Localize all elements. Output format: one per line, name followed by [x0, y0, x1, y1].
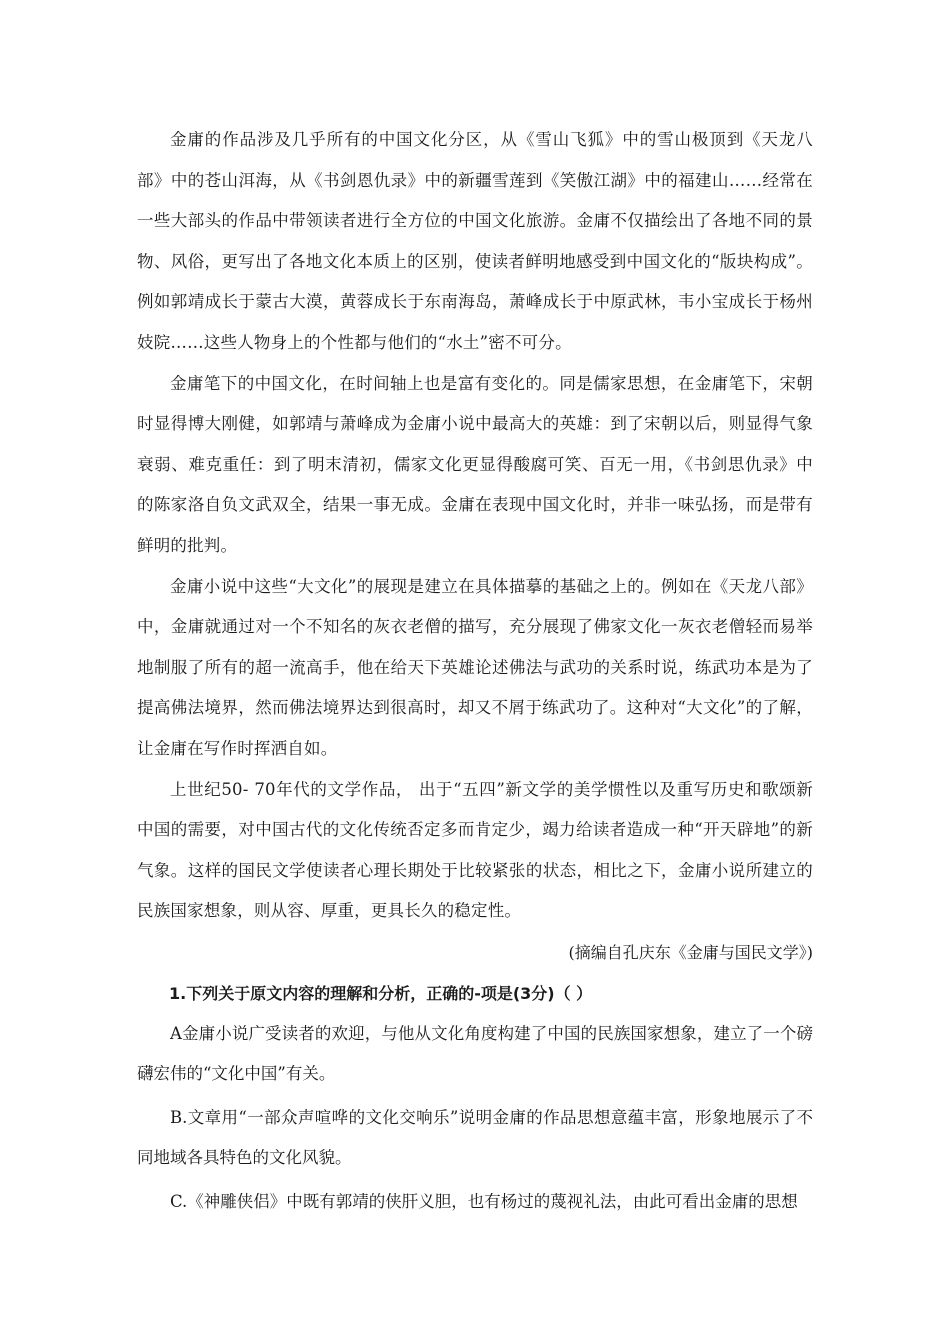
question-option-b: B.文章用“一部众声喧哗的文化交响乐”说明金庸的作品思想意蕴丰富，形象地展示了不同地域各具特色的文化风貌。 [137, 1107, 813, 1167]
document-content [137, 120, 813, 1226]
passage-paragraph-1: 金庸的作品涉及几乎所有的中国文化分区，从《雪山飞狐》中的雪山极顶到《天龙八部》中的苍山洱海，从《书剑恩仇录》中的新疆雪莲到《笑傲江湖》中的福建山……经常在一些大部头的作品中带领读者进行全方位的中国文化旅游。金庸不仅描绘出了各地不同的景物、风俗，更写出了各地文化本质上的区别，使读者鲜明地感受到中国文化的“版块构成”。例如郭靖成长于蒙古大漠，黄蓉成长于东南海岛，萧峰成长于中原武林，韦小宝成长于杨州妓院……这些人物身上的个性都与他们的“水土”密不可分。 [137, 130, 813, 352]
question-option-a: A金庸小说广受读者的欢迎，与他从文化角度构建了中国的民族国家想象，建立了一个磅礴宏伟的“文化中国”有关。 [137, 1023, 813, 1083]
passage-paragraph-2: 金庸笔下的中国文化，在时间轴上也是富有变化的。同是儒家思想，在金庸笔下，宋朝时显得博大刚健，如郭靖与萧峰成为金庸小说中最高大的英雄：到了宋朝以后，则显得气象衰弱、难克重任：到了明末清初，儒家文化更显得酸腐可笑、百无一用，《书剑思仇录》中的陈家洛自负文武双全，结果一事无成。金庸在表现中国文化时，并非一味弘扬，而是带有鲜明的批判。 [137, 373, 813, 555]
passage-source: (摘编自孔庆东《金庸与国民文学》) [568, 942, 813, 962]
question-option-c: C.《神雕侠侣》中既有郭靖的侠肝义胆，也有杨过的蔑视礼法，由此可看出金庸的思想 [170, 1191, 798, 1211]
question-stem: 1.下列关于原文内容的理解和分析，正确的-项是(3分)（ ） [169, 983, 593, 1003]
passage-paragraph-3: 金庸小说中这些“大文化”的展现是建立在具体描摹的基础之上的。例如在《天龙八部》中，金庸就通过对一个不知名的灰衣老僧的描写，充分展现了佛家文化一灰衣老僧轻而易举地制服了所有的超一流高手，他在给天下英雄论述佛法与武功的关系时说，练武功本是为了提高佛法境界，然而佛法境界达到很高时，却又不屑于练武功了。这种对“大文化”的了解，让金庸在写作时挥洒自如。 [137, 576, 813, 758]
passage-paragraph-4: 上世纪50- 70年代的文学作品， 出于“五四”新文学的美学惯性以及重写历史和歌颂新中国的需要，对中国古代的文化传统否定多而肯定少，竭力给读者造成一种“开天辟地”的新气象。这样的国民文学使读者心理长期处于比较紧张的状态，相比之下，金庸小说所建立的民族国家想象，则从容、厚重，更具长久的稳定性。 [137, 779, 813, 921]
